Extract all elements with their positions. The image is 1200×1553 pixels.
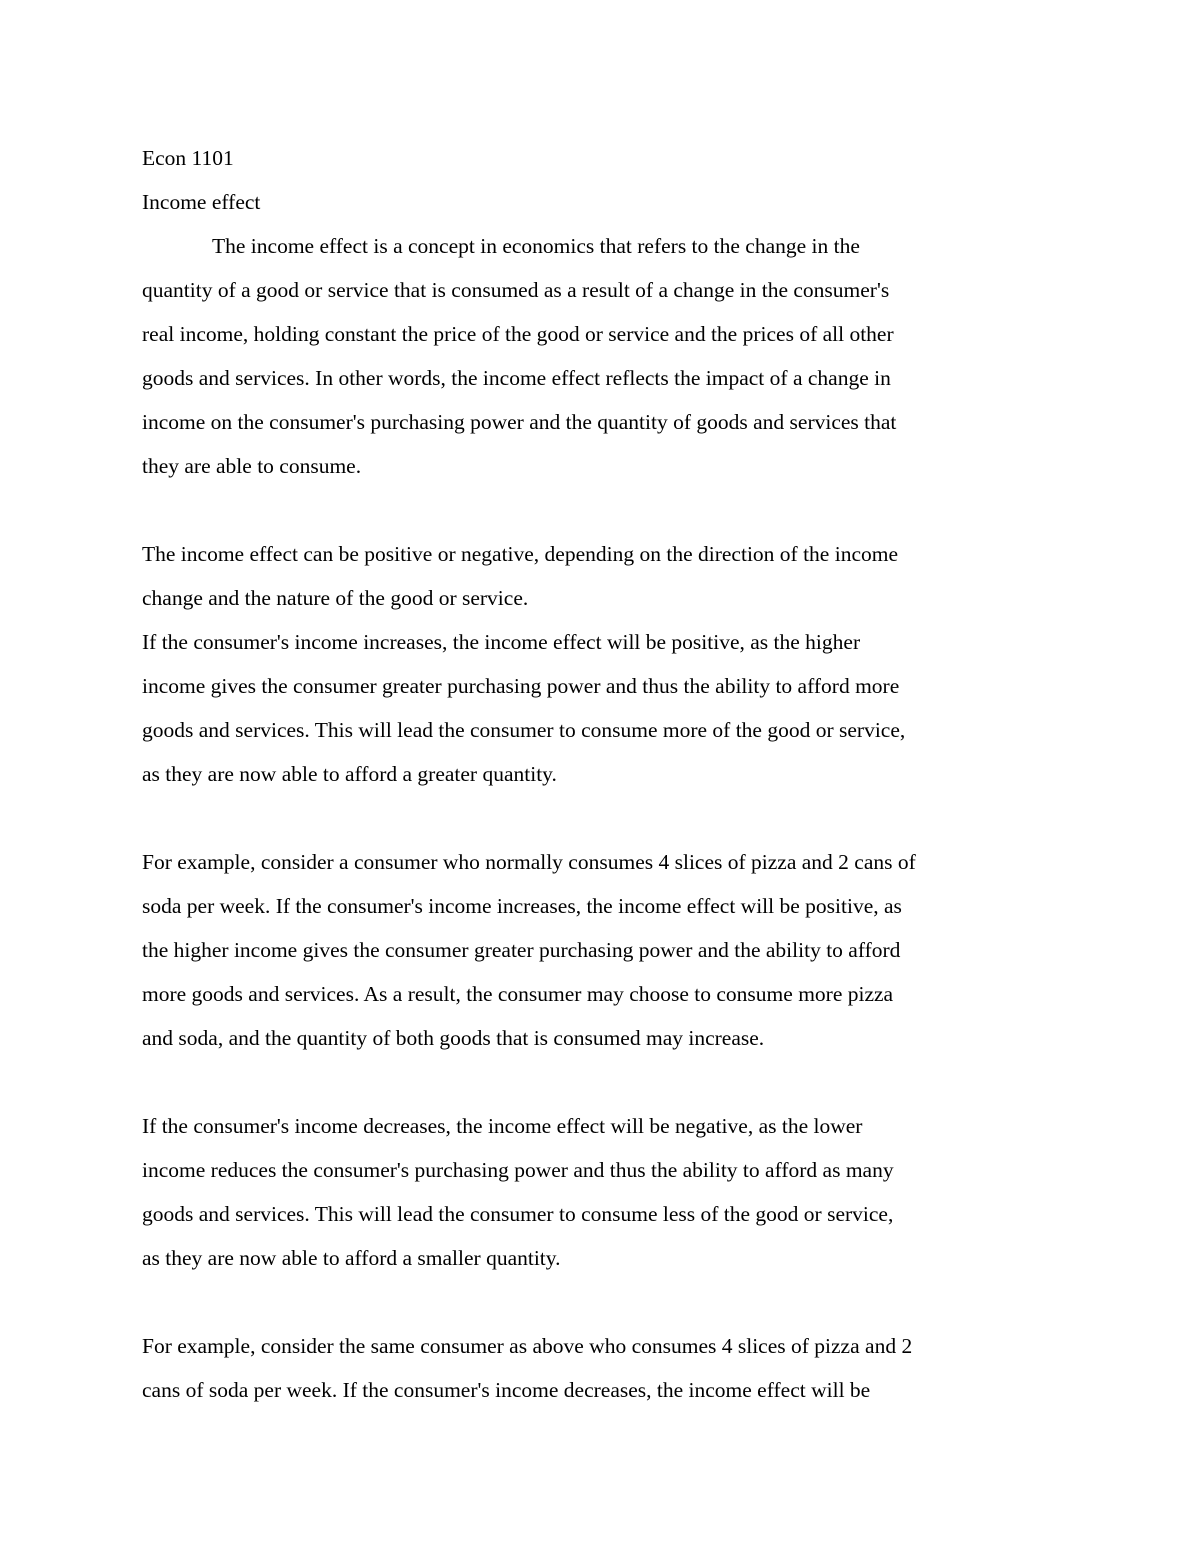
paragraph-line: income gives the consumer greater purchasing power and thus the ability to afford more	[142, 674, 900, 698]
paragraph-line: cans of soda per week. If the consumer's income decreases, the income effect will be	[142, 1378, 871, 1402]
paragraph-line: If the consumer's income decreases, the income effect will be negative, as the lower	[142, 1114, 863, 1138]
paragraph-line: more goods and services. As a result, the consumer may choose to consume more pizza	[142, 982, 894, 1006]
paragraph-example-decrease	[142, 1324, 1072, 1412]
paragraph-line: goods and services. This will lead the consumer to consume less of the good or service,	[142, 1202, 894, 1226]
paragraph-direction	[142, 532, 1072, 796]
paragraph-line: as they are now able to afford a smaller quantity.	[142, 1246, 561, 1270]
document-title: Income effect	[142, 190, 261, 214]
paragraph-line: change and the nature of the good or service.	[142, 586, 529, 610]
paragraph-decrease	[142, 1104, 1072, 1280]
paragraph-spacer	[142, 488, 1072, 532]
paragraph-line: The income effect can be positive or negative, depending on the direction of the income	[142, 542, 899, 566]
paragraph-line: real income, holding constant the price of the good or service and the prices of all other	[142, 322, 894, 346]
paragraph-line: The income effect is a concept in economics that refers to the change in the	[212, 234, 860, 258]
paragraph-line: For example, consider a consumer who normally consumes 4 slices of pizza and 2 cans of	[142, 850, 916, 874]
paragraph-line: income reduces the consumer's purchasing power and thus the ability to afford as many	[142, 1158, 894, 1182]
paragraph-line: they are able to consume.	[142, 454, 362, 478]
course-heading: Econ 1101	[142, 146, 234, 170]
paragraph-line: goods and services. This will lead the consumer to consume more of the good or service,	[142, 718, 906, 742]
paragraph-spacer	[142, 796, 1072, 840]
document-body	[142, 136, 1072, 1412]
paragraph-line: soda per week. If the consumer's income increases, the income effect will be positive, as	[142, 894, 902, 918]
paragraph-line: quantity of a good or service that is consumed as a result of a change in the consumer's	[142, 278, 890, 302]
paragraph-line: and soda, and the quantity of both goods that is consumed may increase.	[142, 1026, 765, 1050]
paragraph-example-increase	[142, 840, 1072, 1060]
paragraph-line: For example, consider the same consumer as above who consumes 4 slices of pizza and 2	[142, 1334, 913, 1358]
paragraph-line: as they are now able to afford a greater quantity.	[142, 762, 557, 786]
paragraph-line: the higher income gives the consumer greater purchasing power and the ability to afford	[142, 938, 901, 962]
paragraph-line: income on the consumer's purchasing power and the quantity of goods and services that	[142, 410, 897, 434]
paragraph-line: goods and services. In other words, the income effect reflects the impact of a change in	[142, 366, 891, 390]
paragraph-line: If the consumer's income increases, the income effect will be positive, as the higher	[142, 630, 861, 654]
paragraph-spacer	[142, 1280, 1072, 1324]
paragraph-definition	[142, 224, 1072, 488]
paragraph-spacer	[142, 1060, 1072, 1104]
